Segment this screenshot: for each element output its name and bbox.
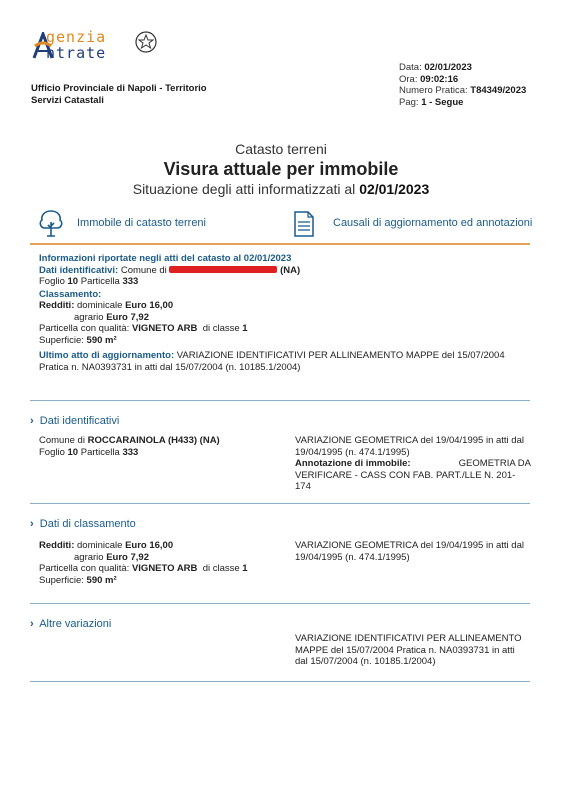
class-superficie-value: 590 m² (86, 574, 117, 586)
divider (30, 243, 530, 245)
document-icon (293, 210, 315, 238)
header-causali: Causali di aggiornamento ed annotazioni (333, 217, 533, 229)
info-qualita-value: VIGNETO ARB (131, 323, 198, 334)
document-meta (399, 62, 526, 108)
class-qualita-label: Particella con qualità: (39, 563, 130, 574)
section-dati-identificativi-title: Dati identificativi (39, 415, 120, 427)
altre-right-line1: VARIAZIONE IDENTIFICATIVI PER ALLINEAMENTO (295, 633, 522, 644)
class-classe-label: di classe (202, 563, 240, 574)
meta-data-value: 02/01/2023 (424, 62, 472, 73)
chevron-right-icon: › (30, 518, 34, 530)
meta-ora-value: 09:02:16 (420, 73, 459, 85)
meta-pag-value: 1 - Segue (421, 96, 464, 108)
info-classamento-label: Classamento: (39, 288, 102, 300)
section-classamento-left (39, 540, 279, 586)
office-name (31, 83, 207, 107)
info-foglio-label: Foglio (39, 276, 65, 287)
info-agrario-value: Euro 7,92 (106, 311, 149, 323)
divider (30, 603, 530, 604)
dati-comune-prefix: Comune di (39, 435, 85, 446)
info-superficie-value: 590 m² (86, 334, 117, 346)
info-ultimo-text2: Pratica n. NA0393731 in atti dal 15/07/2004 (n. 10185.1/2004) (39, 361, 301, 373)
class-agrario-label: agrario (74, 551, 104, 563)
section-altre-right (295, 633, 531, 668)
dati-foglio-value: 10 (67, 446, 79, 458)
section-dati-left (39, 435, 279, 458)
section-altre-title: Altre variazioni (39, 618, 112, 630)
info-comune-prefix: Comune di (120, 264, 167, 276)
office-line1: Ufficio Provinciale di Napoli - Territorio (31, 83, 207, 94)
section-classamento-header[interactable] (30, 518, 136, 530)
info-ultimo-text1: VARIAZIONE IDENTIFICATIVI PER ALLINEAMENTO MAPPE del 15/07/2004 (176, 350, 505, 361)
meta-pag-label: Pag: (399, 96, 419, 108)
class-redditi-label: Redditi: (39, 540, 75, 551)
info-classe-value: 1 (242, 323, 248, 334)
section-dati-identificativi-header[interactable] (30, 415, 119, 427)
divider (30, 681, 530, 682)
chevron-right-icon: › (30, 415, 34, 427)
class-right-line2: 19/04/1995 (n. 474.1/1995) (295, 551, 410, 563)
info-foglio-value: 10 (67, 276, 79, 287)
redacted-comune (169, 266, 277, 273)
meta-data-label: Data: (399, 62, 422, 73)
class-dominicale-label: dominicale (77, 540, 123, 551)
dati-annot-text2: VERIFICARE - CASS CON FAB. PART./LLE N. 201-174 (295, 469, 516, 492)
class-dominicale-value: Euro 16,00 (125, 540, 174, 551)
info-classe-label: di classe (202, 323, 240, 334)
class-agrario-value: Euro 7,92 (106, 551, 149, 563)
office-line2: Servizi Catastali (31, 95, 104, 106)
class-qualita-value: VIGNETO ARB (131, 563, 198, 574)
agenzia-entrate-logo (32, 28, 162, 66)
info-dati-label: Dati identificativi: (39, 264, 119, 276)
dati-right-line1: VARIAZIONE GEOMETRICA del 19/04/1995 in atti dal (295, 435, 524, 446)
info-qualita-label: Particella con qualità: (39, 323, 130, 334)
situazione-text: Situazione degli atti informatizzati al (132, 181, 356, 197)
info-dominicale-label: dominicale (77, 300, 123, 311)
section-classamento-right (295, 540, 531, 563)
dati-particella-label: Particella (80, 446, 120, 458)
info-redditi-label: Redditi: (39, 300, 75, 311)
page-title: Visura attuale per immobile (163, 159, 399, 179)
situazione-line (0, 181, 562, 197)
info-agrario-label: agrario (74, 311, 104, 323)
dati-annot-label: Annotazione di immobile: (295, 458, 411, 469)
section-altre-header[interactable] (30, 618, 111, 630)
class-superficie-label: Superficie: (39, 574, 84, 586)
tree-icon (38, 208, 64, 238)
info-comune-suffix: (NA) (280, 264, 301, 276)
info-title: Informazioni riportate negli atti del catasto al 02/01/2023 (39, 253, 292, 264)
class-right-line1: VARIAZIONE GEOMETRICA del 19/04/1995 in atti dal (295, 540, 524, 551)
section-dati-right (295, 435, 531, 493)
situazione-date: 02/01/2023 (359, 181, 430, 197)
dati-annot-text1: GEOMETRIA DA (458, 458, 531, 469)
header-immobile: Immobile di catasto terreni (77, 217, 206, 229)
logo-line1: genzia (46, 28, 107, 46)
dati-right-line2: 19/04/1995 (n. 474.1/1995) (295, 446, 410, 458)
republic-emblem-icon (134, 30, 158, 54)
dati-particella-value: 333 (122, 446, 139, 458)
dati-foglio-label: Foglio (39, 446, 65, 458)
info-block (39, 253, 529, 373)
info-particella-label: Particella (80, 276, 120, 287)
chevron-right-icon: › (30, 618, 34, 630)
divider (30, 400, 530, 401)
meta-pratica-value: T84349/2023 (470, 85, 527, 96)
info-dominicale-value: Euro 16,00 (125, 300, 174, 311)
info-ultimo-label: Ultimo atto di aggiornamento: (39, 350, 175, 361)
info-superficie-label: Superficie: (39, 334, 84, 346)
altre-right-line2: MAPPE del 15/07/2004 Pratica n. NA0393731 in atti (295, 644, 515, 656)
info-particella-value: 333 (122, 276, 139, 287)
dati-comune-value: ROCCARAINOLA (H433) (NA) (87, 435, 220, 446)
logo-line2: ntrate (46, 44, 107, 62)
divider (30, 503, 530, 504)
meta-pratica-label: Numero Pratica: (399, 85, 468, 96)
meta-ora-label: Ora: (399, 73, 418, 85)
class-classe-value: 1 (242, 563, 248, 574)
section-classamento-title: Dati di classamento (39, 518, 136, 530)
page-subtitle: Catasto terreni (235, 141, 327, 157)
altre-right-line3: dal 15/07/2004 (n. 10185.1/2004) (295, 656, 436, 667)
